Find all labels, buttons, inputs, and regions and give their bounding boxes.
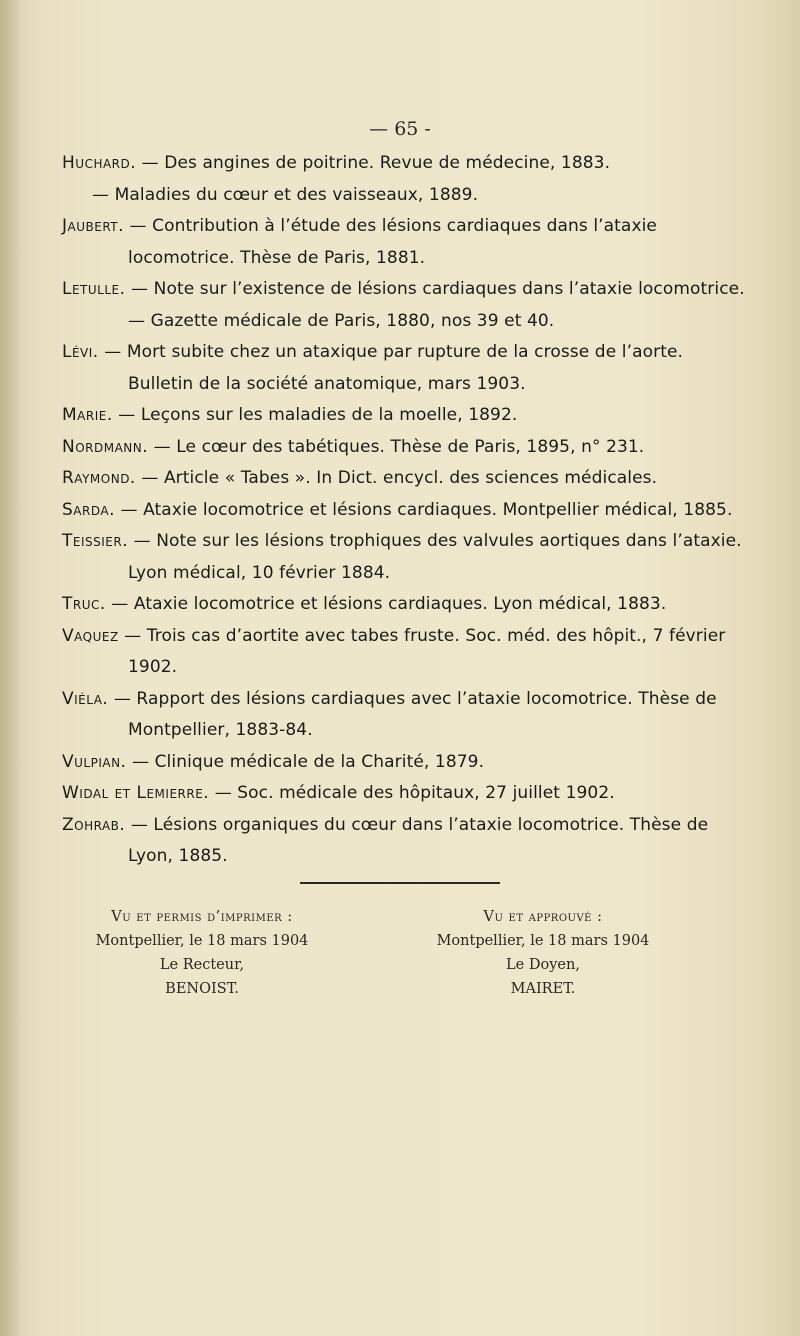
bibliography-entry [62, 810, 752, 873]
bibliography-entry [62, 400, 752, 432]
entry-text: — Ataxie locomotrice et lésions cardiaques. Montpellier médical, 1885. [114, 499, 733, 520]
bibliography-entry [62, 337, 752, 400]
signature-place-date: Montpellier, le 18 mars 1904 [436, 933, 650, 949]
entry-author: Widal et Lemierre. [62, 783, 210, 803]
signature-name: BENOIST. [165, 981, 239, 997]
bibliography-entry [62, 432, 752, 464]
bibliography-entry [62, 180, 752, 212]
bibliography-entry [62, 778, 752, 810]
entry-author: Zohrab. [62, 814, 126, 835]
entry-text: — Maladies du cœur et des vaisseaux, 1889. [92, 184, 479, 205]
signature-name: MAIRET. [510, 981, 576, 997]
bibliography-entry [62, 274, 752, 337]
bibliography-entry [62, 148, 752, 180]
entry-author: Truc. [62, 594, 106, 614]
entry-author: Viéla. [62, 688, 109, 709]
entry-text: — Ataxie locomotrice et lésions cardiaques. Lyon médical, 1883. [105, 594, 667, 614]
signature-heading: Vu et permis d’imprimer : [111, 909, 293, 925]
bibliography-entry [62, 621, 752, 684]
signature-title: Le Recteur, [159, 957, 245, 973]
entry-author: Nordmann. [62, 436, 149, 457]
bibliography-entry [62, 495, 752, 527]
entry-author: Huchard. [62, 153, 137, 173]
bibliography-list [62, 148, 752, 873]
entry-author: Letulle. [62, 279, 126, 299]
entry-text: — Rapport des lésions cardiaques avec l’ataxie locomotrice. Thèse de Montpellier, 1883-84. [108, 688, 717, 740]
page-edge-shadow [0, 0, 22, 1336]
bibliography-entry [62, 526, 752, 589]
entry-text: — Le cœur des tabétiques. Thèse de Paris, 1895, n° 231. [148, 436, 645, 457]
bibliography-entry [62, 747, 752, 779]
signature-title: Le Doyen, [506, 957, 580, 973]
entry-text: — Article « Tabes ». In Dict. encycl. des sciences médicales. [135, 468, 658, 488]
section-divider [300, 882, 500, 884]
entry-author: Jaubert. [62, 216, 125, 236]
signature-place-date: Montpellier, le 18 mars 1904 [95, 933, 309, 949]
entry-author: Vulpian. [62, 751, 127, 772]
entry-author: Sarda. [62, 499, 115, 520]
entry-text: — Note sur l’existence de lésions cardiaques dans l’ataxie locomotrice. — Gazette médicale de Paris, 1880, nos 39 et 40. [125, 279, 745, 331]
entry-text: — Lésions organiques du cœur dans l’ataxie locomotrice. Thèse de Lyon, 1885. [125, 814, 709, 866]
entry-text: — Leçons sur les maladies de la moelle, 1892. [112, 405, 518, 425]
bibliography-entry [62, 463, 752, 495]
signature-heading: Vu et approuvé : [483, 909, 603, 925]
entry-author: Marie. [62, 405, 113, 425]
entry-text: — Mort subite chez un ataxique par rupture de la crosse de l’aorte. Bulletin de la société anatomique, mars 1903. [98, 342, 684, 394]
bibliography-entry [62, 211, 752, 274]
entry-author: Lévi. [62, 342, 99, 362]
bibliography-entry [62, 589, 752, 621]
entry-text: — Des angines de poitrine. Revue de médecine, 1883. [136, 153, 611, 173]
entry-text: — Note sur les lésions trophiques des valvules aortiques dans l’ataxie. Lyon médical, 10 février 1884. [128, 531, 742, 583]
bibliography-entry [62, 684, 752, 747]
entry-text: — Trois cas d’aortite avec tabes fruste. Soc. méd. des hôpit., 7 février 1902. [118, 625, 726, 677]
signature-block-rector [82, 905, 322, 1001]
entry-text: — Contribution à l’étude des lésions cardiaques dans l’ataxie locomotrice. Thèse de Paris, 1881. [124, 216, 657, 268]
entry-author: Teissier. [62, 531, 129, 551]
signature-block-dean [418, 905, 668, 1001]
entry-author: Raymond. [62, 468, 136, 488]
entry-text: — Soc. médicale des hôpitaux, 27 juillet 1902. [209, 783, 615, 803]
entry-text: — Clinique médicale de la Charité, 1879. [126, 751, 485, 772]
entry-author: Vaquez [62, 625, 119, 646]
page-number: — 65 - [369, 118, 431, 140]
